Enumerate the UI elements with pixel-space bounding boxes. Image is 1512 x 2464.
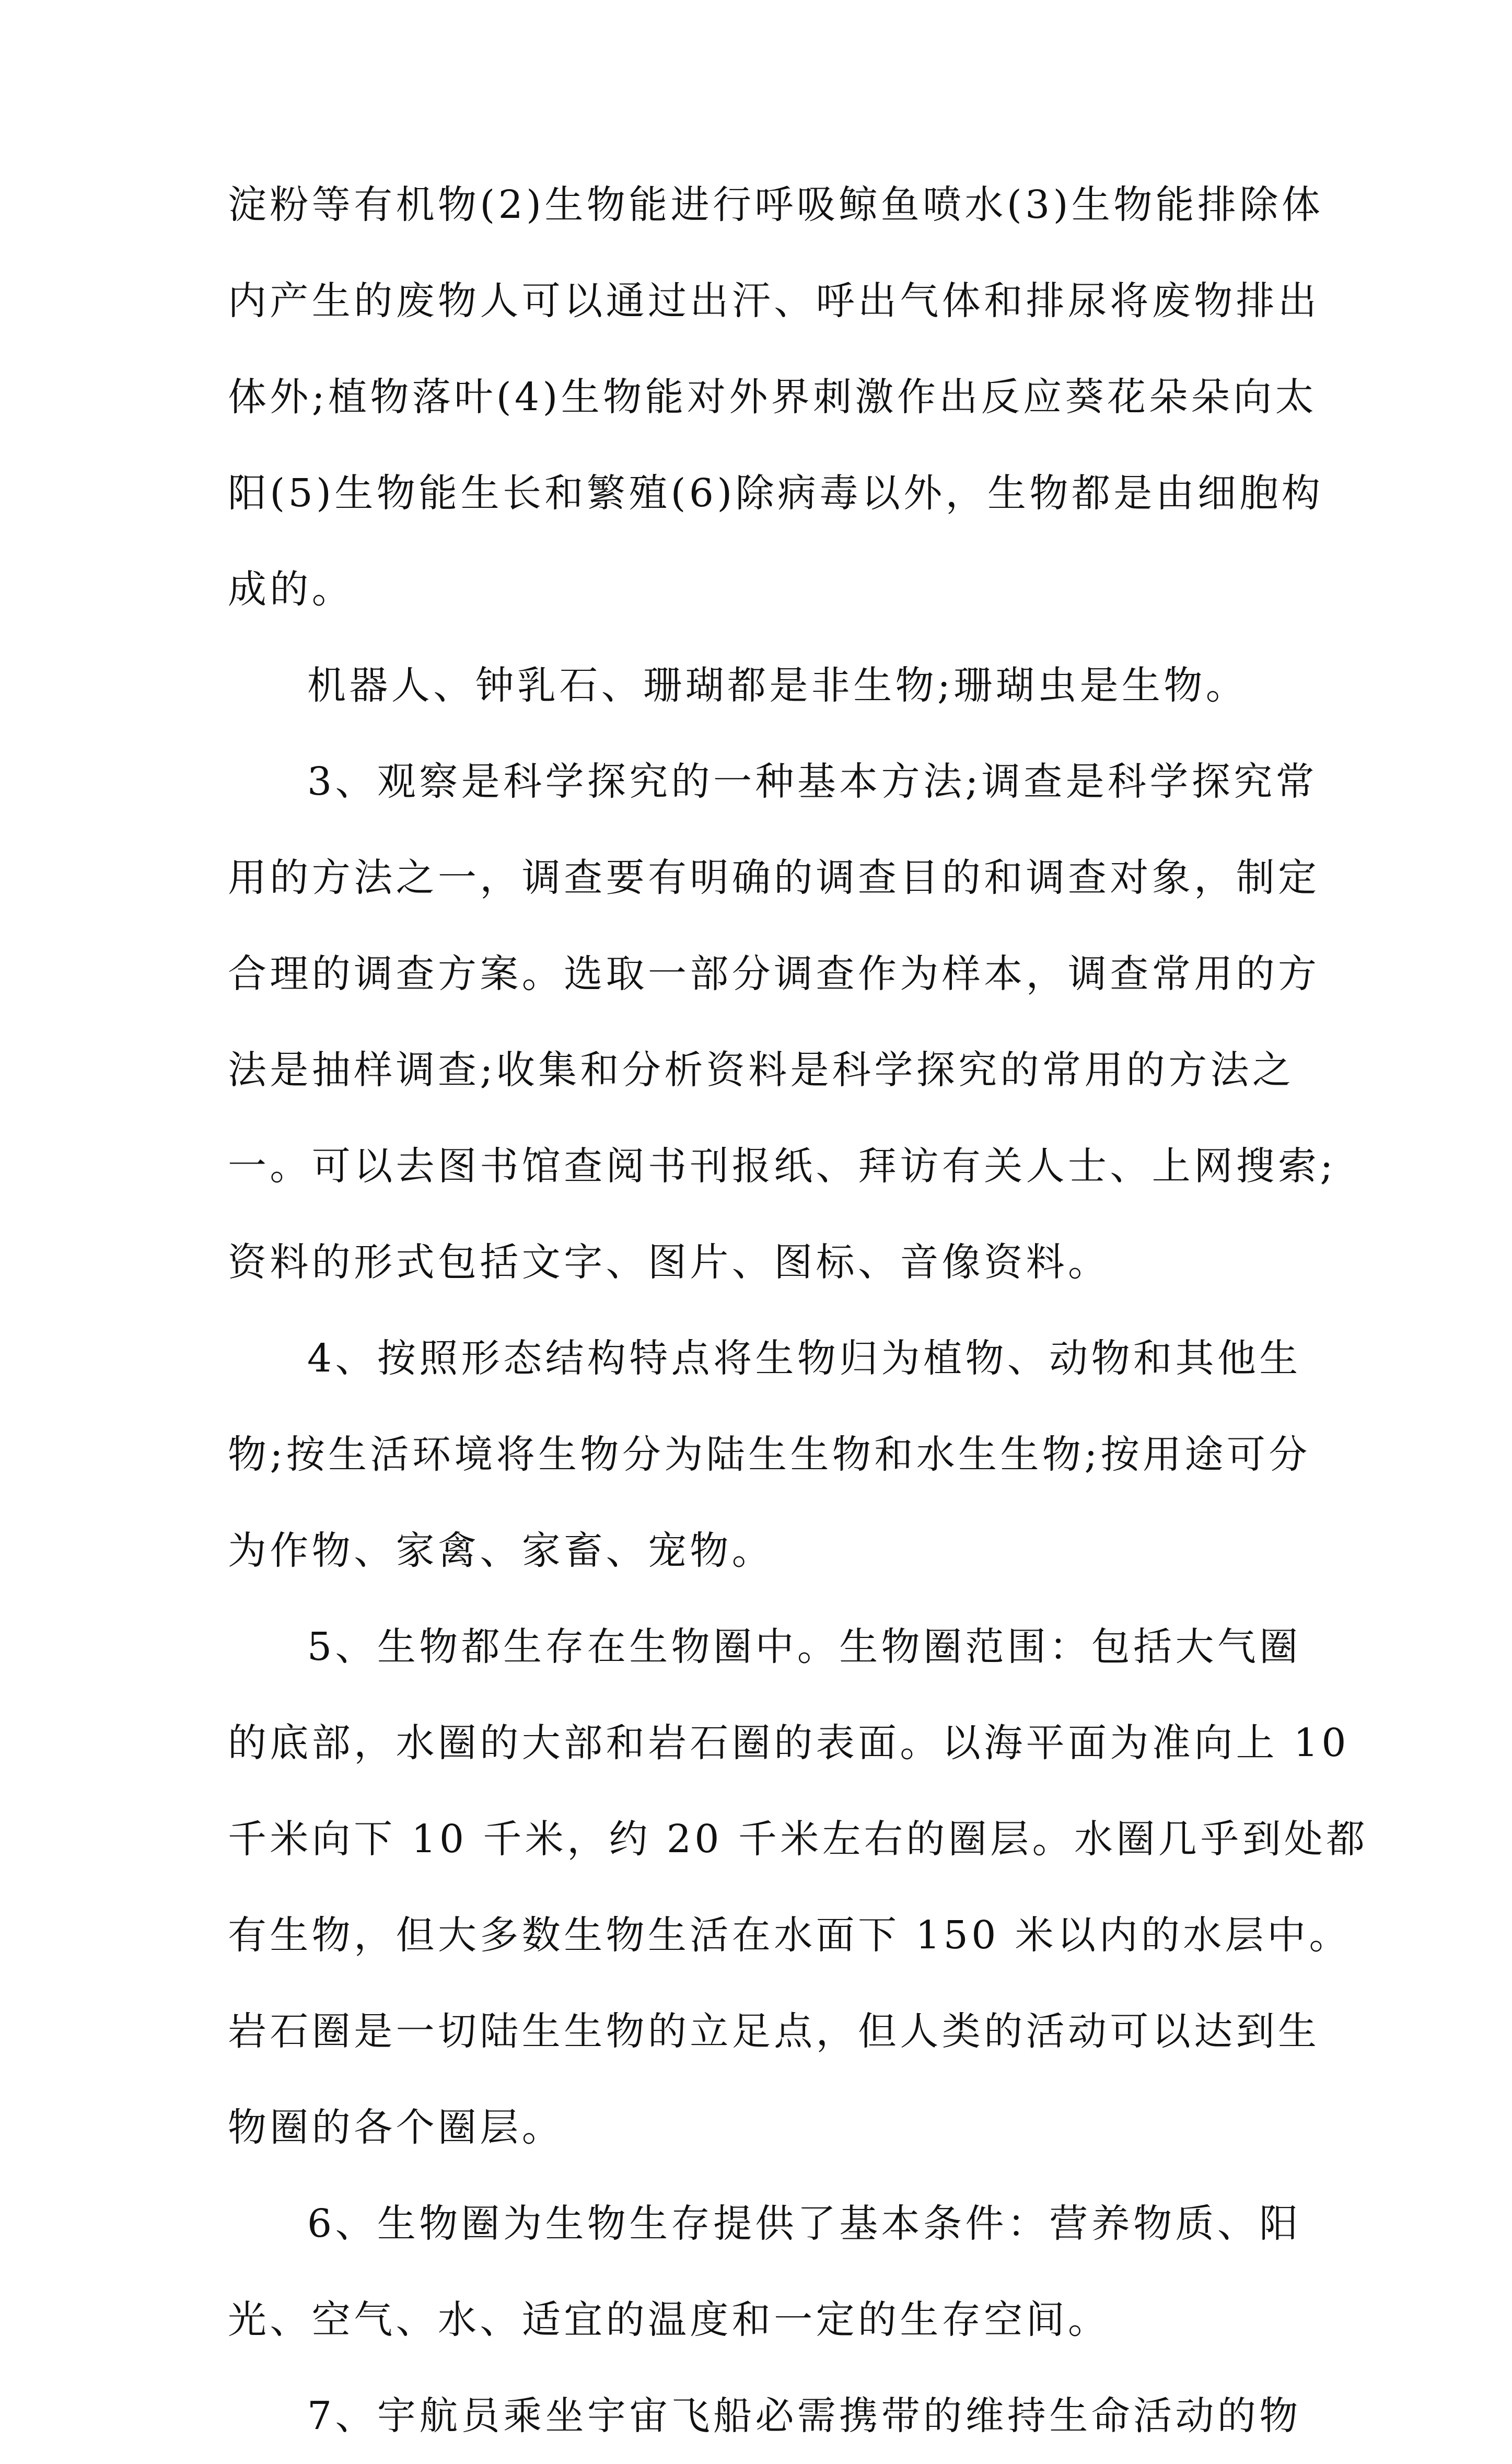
paragraph-first-line: 机器人、钟乳石、珊瑚都是非生物;珊瑚虫是生物。 bbox=[307, 663, 1248, 708]
paragraph-first-line: 6、生物圈为生物生存提供了基本条件：营养物质、阳 bbox=[307, 2201, 1301, 2246]
text-line: 千米向下 10 千米，约 20 千米左右的圈层。水圈几乎到处都 bbox=[228, 1817, 1368, 1862]
text-line: 内产生的废物人可以通过出汗、呼出气体和排尿将废物排出 bbox=[228, 278, 1320, 323]
text-line: 资料的形式包括文字、图片、图标、音像资料。 bbox=[228, 1240, 1110, 1285]
text-line: 阳(5)生物能生长和繁殖(6)除病毒以外，生物都是由细胞构 bbox=[228, 471, 1324, 516]
text-line: 合理的调查方案。选取一部分调查作为样本，调查常用的方 bbox=[228, 951, 1320, 996]
text-line: 物圈的各个圈层。 bbox=[228, 2105, 564, 2150]
text-line: 一。可以去图书馆查阅书刊报纸、拜访有关人士、上网搜索; bbox=[228, 1144, 1336, 1189]
text-line: 法是抽样调查;收集和分析资料是科学探究的常用的方法之 bbox=[228, 1048, 1295, 1092]
text-line: 成的。 bbox=[228, 567, 354, 612]
text-line: 岩石圈是一切陆生生物的立足点，但人类的活动可以达到生 bbox=[228, 2009, 1320, 2054]
paragraph-first-line: 4、按照形态结构特点将生物归为植物、动物和其他生 bbox=[307, 1336, 1301, 1381]
paragraph-first-line: 7、宇航员乘坐宇宙飞船必需携带的维持生命活动的物 bbox=[307, 2393, 1301, 2438]
text-line: 的底部，水圈的大部和岩石圈的表面。以海平面为准向上 10 bbox=[228, 1721, 1350, 1765]
document-body bbox=[228, 157, 1368, 2464]
text-line: 淀粉等有机物(2)生物能进行呼吸鲸鱼喷水(3)生物能排除体 bbox=[228, 182, 1324, 227]
text-line: 为作物、家禽、家畜、宠物。 bbox=[228, 1528, 774, 1573]
text-line: 有生物，但大多数生物生活在水面下 150 米以内的水层中。 bbox=[228, 1913, 1351, 1958]
text-line: 光、空气、水、适宜的温度和一定的生存空间。 bbox=[228, 2297, 1110, 2342]
text-line: 体外;植物落叶(4)生物能对外界刺激作出反应葵花朵朵向太 bbox=[228, 375, 1317, 420]
text-line: 用的方法之一，调查要有明确的调查目的和调查对象，制定 bbox=[228, 855, 1320, 900]
paragraph-first-line: 3、观察是科学探究的一种基本方法;调查是科学探究常 bbox=[307, 759, 1318, 804]
paragraph-first-line: 5、生物都生存在生物圈中。生物圈范围：包括大气圈 bbox=[307, 1624, 1301, 1669]
text-line: 物;按生活环境将生物分为陆生生物和水生生物;按用途可分 bbox=[228, 1432, 1311, 1477]
